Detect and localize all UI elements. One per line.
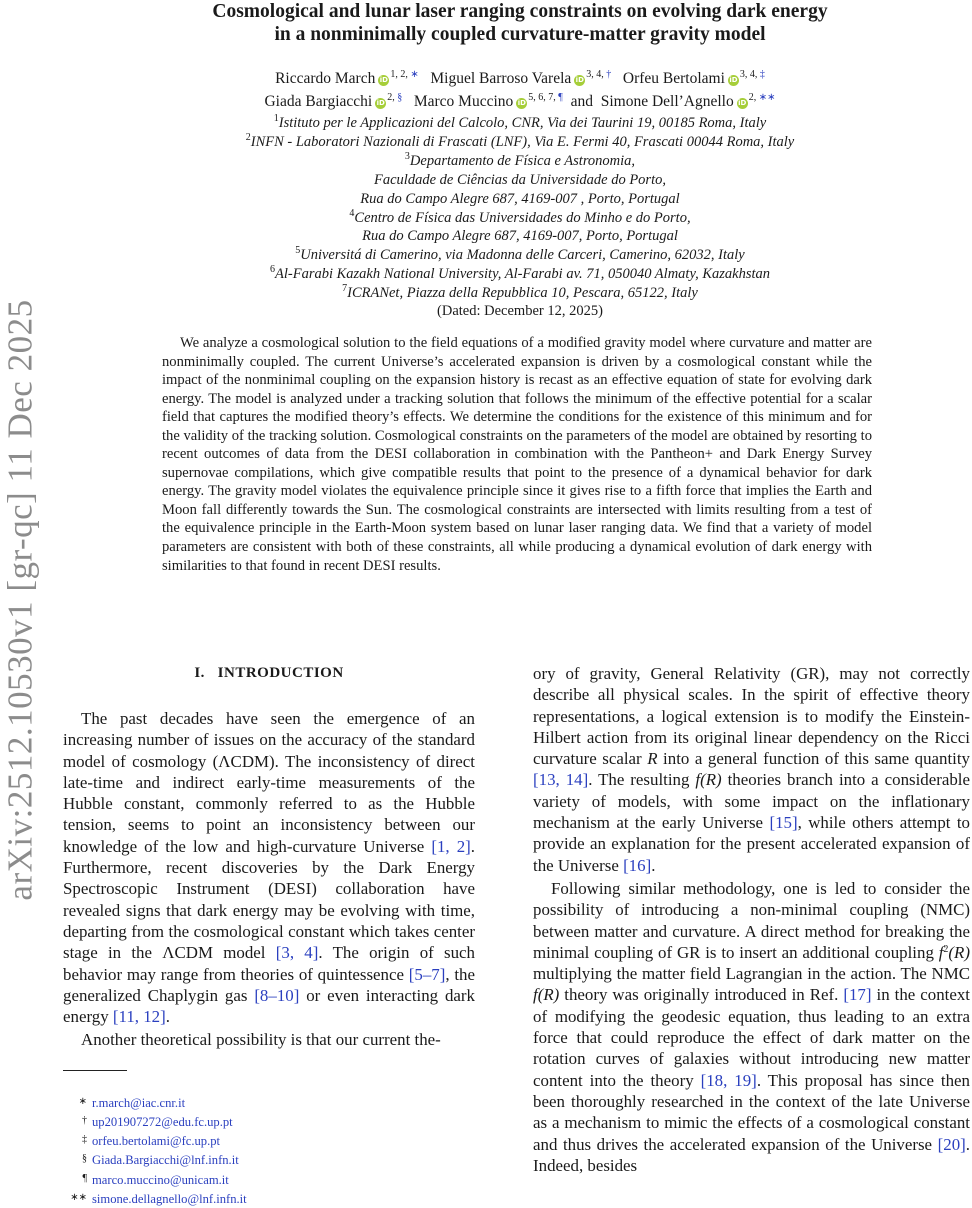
text-run: , while others attempt to provide an explanation for the present accelerated expansion of the Universe [533,813,970,875]
author-affiliations: 1, 2, [390,69,411,80]
affiliation [100,133,940,152]
footnote-mark: ∗ [78,1095,87,1107]
author [623,70,765,87]
math-symbol: f [938,942,944,962]
orcid-icon[interactable]: iD [729,76,738,84]
text-run: ory of gravity, General Relativity (GR), may not correctly describe all physical scales. In the spirit of effective theory representations, a logical extension is to modify the Einstein-Hilbert action from its original linear dependency on the Ricci curvature scalar [533,664,970,769]
affiliation [100,246,940,265]
right-column [533,663,970,1176]
author [430,70,611,87]
affiliation-text: Departamento de Física e Astronomia, [409,152,636,169]
footnote-link[interactable]: § [397,92,403,103]
orcid-icon[interactable]: iD [376,99,385,107]
citation-link[interactable]: [3, 4] [275,943,319,963]
text-run: multiplying the matter field Lagrangian in the action. The NMC [533,964,970,984]
citation-link[interactable]: [20] [937,1134,966,1154]
footnote [63,1150,475,1169]
intro-paragraph-3 [533,878,970,1176]
author [264,93,402,110]
footnote-mark: ¶ [82,1172,87,1184]
author [601,93,776,110]
citation-link[interactable]: [8–10] [254,985,300,1005]
footnotes [63,1093,475,1208]
email-link[interactable]: marco.muccino@unicam.it [92,1172,229,1187]
text-run: The past decades have seen the emergence of an increasing number of issues on the accuracy of the standard model of cosmology (ΛCDM). The inconsistency of direct late-time and indirect early-time measurements of the Hubble constant, commonly referred to as the Hubble tension, seems to point an inconsistency between our knowledge of the low and high-curvature Universe [63,709,475,856]
author-affiliations: 2, [748,92,759,103]
affiliation-text: Faculdade de Ciências da Universidade do Porto, [374,171,666,188]
footnote-rule [63,1070,127,1071]
math-symbol: (R) [948,942,970,962]
email-link[interactable]: simone.dellagnello@lnf.infn.it [92,1191,247,1206]
affiliation [100,152,940,171]
author-affiliations: 2, [387,92,398,103]
footnote-link[interactable]: † [606,69,612,80]
orcid-icon[interactable]: iD [517,99,526,107]
text-run: or even interacting dark energy [63,985,475,1027]
affiliation-number: 4 [349,207,355,219]
citation-link[interactable]: [16] [623,855,652,875]
text-run: , the generalized Chaplygin gas [63,964,475,1005]
text-run: . [165,1007,170,1027]
text-run: Following similar methodology, one is led to consider the possibility of introducing a non-minimal coupling (NMC) between matter and curvature. A direct method for breaking the minimal coupling of GR is to insert an additional coupling [533,878,970,962]
arxiv-identifier-stamp [0,300,42,900]
text-run: . The resulting [588,770,696,790]
citation-link[interactable]: [11, 12] [112,1007,166,1027]
citation-link[interactable]: [15] [769,813,798,833]
text-run: in the context of modifying the geodesic equation, thus leading to an extra force that could reproduce the effect of dark matter on the rotation curves of galaxies without introducing new matter content into the theory [533,985,970,1090]
text-run: . The origin of such behavior may range from theories of quintessence [63,943,475,984]
text-run: . [651,855,656,875]
author-name: Orfeu Bertolami [622,70,725,87]
footnote-link[interactable]: ¶ [558,92,563,103]
intro-paragraph-2-start [63,1029,475,1050]
section-title: INTRODUCTION [217,665,344,681]
author-conjunction: and [570,93,593,110]
author-name: Simone Dell’Agnello [600,93,734,110]
footnote [63,1093,475,1112]
text-run: . Furthermore, recent discoveries by the Dark Energy Spectroscopic Instrument (DESI) collaboration have revealed signs that dark energy may be evolving with time, departing from the cosmological constant which takes center stage in the ΛCDM model [63,836,475,963]
math-symbol: f(R) [533,985,560,1005]
math-symbol: R [647,749,658,769]
author-name: Giada Bargiacchi [264,93,373,110]
author [414,93,563,110]
author-name: Marco Muccino [413,93,514,110]
email-link[interactable]: r.march@iac.cnr.it [92,1095,186,1110]
text-run: theory was originally introduced in Ref. [559,985,844,1005]
footnote-link[interactable]: ∗∗ [758,92,776,103]
citation-link[interactable]: [18, 19] [700,1070,757,1090]
footnote-link[interactable]: ‡ [759,69,765,80]
footnote [63,1170,475,1189]
author [275,70,419,87]
affiliation [100,284,940,303]
email-link[interactable]: up201907272@edu.fc.up.pt [92,1114,233,1129]
text-run: into a general function of this same quantity [657,749,970,769]
footnote-mark: ∗∗ [70,1191,87,1203]
affiliation-continued [100,171,940,190]
affiliation [100,209,940,228]
footnote-mark: § [82,1153,87,1165]
affiliation-text: Istituto per le Applicazioni del Calcolo, CNR, Via dei Taurini 19, 00185 Roma, Italy [278,115,767,131]
affiliation-text: Universitá di Camerino, via Madonna delle Carceri, Camerino, 62032, Italy [300,247,745,264]
footnote-mark: ‡ [82,1134,87,1146]
orcid-icon[interactable]: iD [575,76,584,84]
author-affiliations: 3, 4, [739,69,760,80]
affiliation-number: 2 [245,131,251,143]
affiliation-text: Centro de Física das Universidades do Minho e do Porto, [354,209,691,226]
footnote-link[interactable]: ∗ [410,69,419,80]
citation-link[interactable]: [5–7] [408,964,446,984]
author-affiliations: 5, 6, 7, [528,92,559,103]
footnote [63,1189,475,1208]
affiliation [100,265,940,284]
title-line-1: Cosmological and lunar laser ranging constraints on evolving dark energy [212,1,828,22]
author-name: Riccardo March [275,70,376,87]
text-run: . Indeed, besides [533,1134,970,1175]
affiliation-number: 6 [270,264,275,276]
affiliation [100,114,940,133]
math-superscript: 2 [943,943,949,955]
affiliation-number: 1 [273,113,279,124]
section-heading [63,663,475,683]
left-column [63,661,475,1208]
affiliation-text: Rua do Campo Alegre 687, 4169-007, Porto, Portugal [362,228,678,245]
affiliation-list [100,114,940,303]
affiliation-text: ICRANet, Piazza della Repubblica 10, Pescara, 65122, Italy [347,285,698,302]
author-list [100,67,940,113]
math-symbol: f(R) [695,770,722,790]
text-run: theories branch into a considerable variety of models, with some impact on the inflationary mechanism at the early Universe [533,770,970,833]
abstract: We analyze a cosmological solution to the field equations of a modified gravity model where curvature and matter are nonminimally coupled. The current Universe’s accelerated expansion is driven by a cosmological constant while the impact of the nonminimal coupling on the expansion history is recast as an effective equation of state for evolving dark energy. The model is analyzed under a tracking solution that follows the minimum of the effective potential for a scalar field that captures the modified theory’s effects. We determine the conditions for the existence of this minimum and for the validity of the tracking solution. Cosmological constraints on the parameters of the model are obtained by resorting to recent outcomes of data from the DESI collaboration in combination with the Pantheon+ and Dark Energy Survey supernovae compilations, which give compatible results that point to the presence of a dynamical behavior for dark energy. The gravity model violates the equivalence principle since it gives rise to a fifth force that implies the Earth and Moon fall differently towards the Sun. The cosmological constraints are intersected with limits resulting from a test of the equivalence principle in the Earth-Moon system based on lunar laser ranging data. We find that a variety of model parameters are consistent with both of these constraints, all while producing a dynamical evolution of dark energy with similarities to that found in recent DESI results. [162,335,872,574]
affiliation-text: INFN - Laboratori Nazionali di Frascati (LNF), Via E. Fermi 40, Frascati 00044 Roma, Italy [250,133,795,150]
date-line: (Dated: December 12, 2025) [437,303,603,319]
citation-link[interactable]: [1, 2] [431,836,471,856]
text-run: . This proposal has since then been thoroughly researched in the context of the late Universe as a mechanism to mimic the effects of a cosmological constant and thus drives the accelerated expansion of the Universe [533,1070,970,1154]
title-line-2: in a nonminimally coupled curvature-matter gravity model [274,24,766,45]
affiliation-text: Al-Farabi Kazakh National University, Al-Farabi av. 71, 050040 Almaty, Kazakhstan [275,266,770,283]
section-number: I. [194,665,205,681]
affiliation-continued [100,190,940,209]
footnote [63,1112,475,1131]
email-link[interactable]: Giada.Bargiacchi@lnf.infn.it [92,1153,239,1168]
author-name: Miguel Barroso Varela [430,70,572,87]
citation-link[interactable]: [17] [843,985,872,1005]
text-run: Another theoretical possibility is that our current the- [81,1030,441,1050]
paper-title [100,0,940,46]
orcid-icon[interactable]: iD [738,99,747,107]
author-affiliations: 3, 4, [586,69,607,80]
email-link[interactable]: orfeu.bertolami@fc.up.pt [92,1134,221,1149]
affiliation-number: 3 [404,150,410,162]
intro-paragraph-1 [63,708,475,1027]
orcid-icon[interactable]: iD [379,76,388,84]
intro-paragraph-2-continued [533,663,970,876]
footnote [63,1131,475,1150]
footnote-mark: † [82,1114,87,1126]
citation-link[interactable]: [13, 14] [533,770,589,790]
affiliation-number: 5 [295,245,301,257]
affiliation-text: Rua do Campo Alegre 687, 4169-007 , Porto, Portugal [360,190,680,207]
affiliation-number: 7 [342,283,348,295]
affiliation-continued [100,227,940,246]
arxiv-identifier-text: arXiv:2512.10530v1 [gr-qc] 11 Dec 2025 [1,299,41,901]
